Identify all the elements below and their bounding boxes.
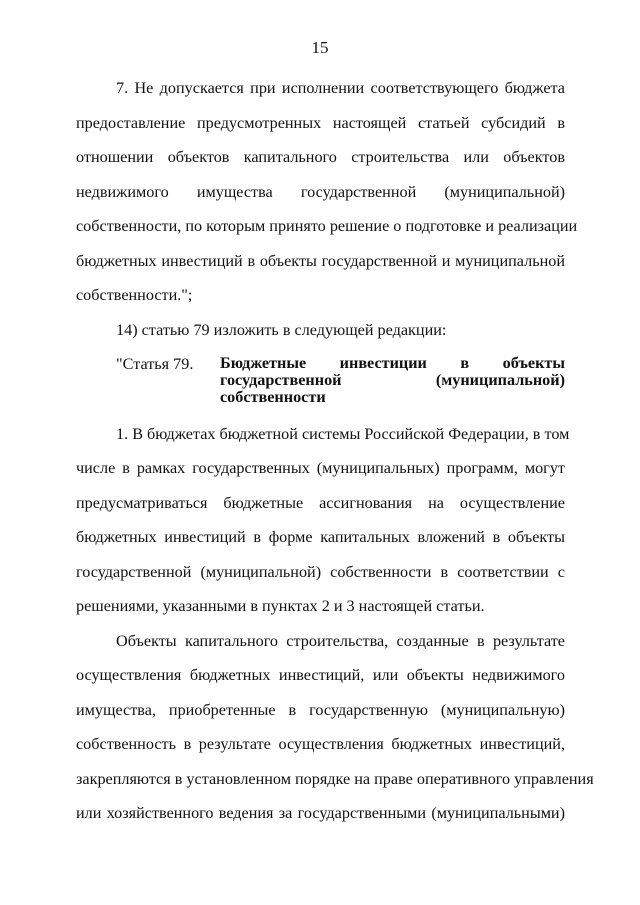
para-7-line-7: собственности."; bbox=[76, 286, 193, 304]
para-objects-line-1: Объекты капитального строительства, созданные в результате bbox=[116, 632, 565, 650]
para-7-line-4: недвижимого имущества государственной (муниципальной) bbox=[76, 183, 565, 201]
article-title-line-2: государственной (муниципальной) bbox=[220, 371, 565, 389]
para-objects-line-2: осуществления бюджетных инвестиций, или объекты недвижимого bbox=[76, 666, 565, 684]
para-1-line-2: числе в рамках государственных (муниципальных) программ, могут bbox=[76, 459, 565, 477]
para-7-line-1: 7. Не допускается при исполнении соответствующего бюджета bbox=[116, 79, 565, 97]
page-number: 15 bbox=[311, 38, 329, 57]
para-1-line-1: 1. В бюджетах бюджетной системы Российской Федерации, в том bbox=[116, 425, 570, 443]
item-14: 14) статью 79 изложить в следующей редакции: bbox=[116, 321, 447, 339]
article-title-line-1: Бюджетные инвестиции в объекты bbox=[220, 354, 565, 372]
para-1-line-4: бюджетных инвестиций в форме капитальных вложений в объекты bbox=[76, 528, 565, 546]
article-title-line-3: собственности bbox=[220, 388, 326, 406]
para-objects-line-6: или хозяйственного ведения за государственными (муниципальными) bbox=[76, 804, 565, 822]
para-7-line-5: собственности, по которым принято решение о подготовке и реализации bbox=[76, 217, 578, 235]
para-objects-line-4: собственность в результате осуществления бюджетных инвестиций, bbox=[76, 735, 565, 753]
para-7-line-3: отношении объектов капитального строительства или объектов bbox=[76, 148, 565, 166]
para-1-line-6: решениями, указанными в пунктах 2 и 3 настоящей статьи. bbox=[76, 597, 485, 615]
article-label: "Статья 79. bbox=[116, 355, 194, 373]
para-7-line-2: предоставление предусмотренных настоящей статьей субсидий в bbox=[76, 114, 565, 132]
para-1-line-5: государственной (муниципальной) собственности в соответствии с bbox=[76, 563, 565, 581]
para-objects-line-5: закрепляются в установленном порядке на праве оперативного управления bbox=[76, 770, 594, 788]
para-objects-line-3: имущества, приобретенные в государственную (муниципальную) bbox=[76, 701, 565, 719]
para-7-line-6: бюджетных инвестиций в объекты государственной и муниципальной bbox=[76, 252, 565, 270]
para-1-line-3: предусматриваться бюджетные ассигнования на осуществление bbox=[76, 494, 565, 512]
